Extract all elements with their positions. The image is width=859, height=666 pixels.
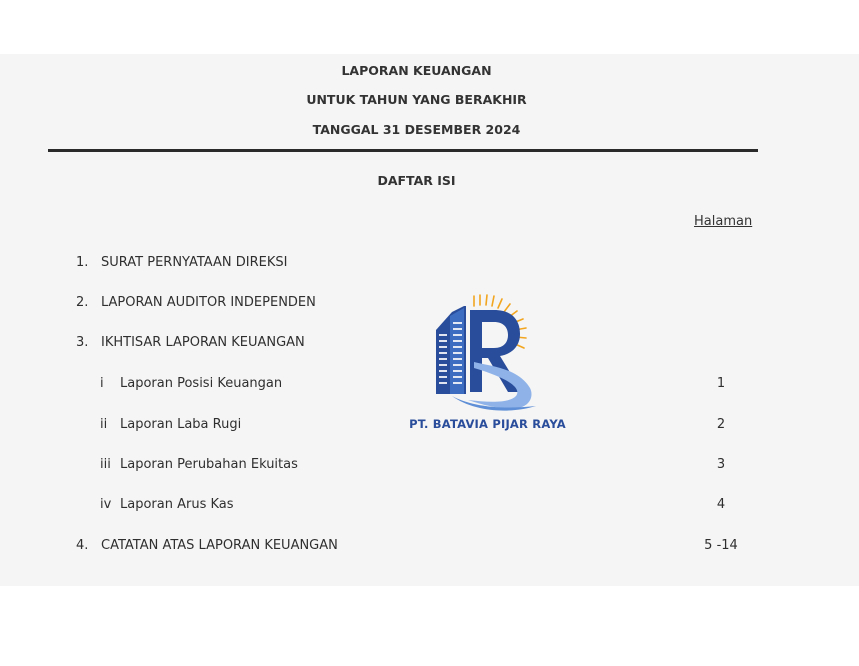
toc-label: Laporan Laba Rugi: [120, 417, 242, 432]
report-date: TANGGAL 31 DESEMBER 2024: [312, 122, 521, 137]
company-logo-icon: [430, 292, 542, 414]
toc-page: 3: [716, 457, 726, 472]
toc-number: iv: [100, 497, 112, 512]
toc-title: DAFTAR ISI: [377, 173, 456, 188]
header-divider: [48, 149, 758, 152]
toc-page: 5 -14: [704, 538, 738, 553]
page-column-header: Halaman: [694, 214, 753, 229]
toc-page: 4: [716, 497, 726, 512]
toc-number: 2.: [76, 295, 89, 310]
toc-number: 4.: [76, 538, 89, 553]
toc-number: ii: [100, 417, 108, 432]
toc-label: LAPORAN AUDITOR INDEPENDEN: [101, 295, 316, 310]
company-name: PT. BATAVIA PIJAR RAYA: [409, 417, 566, 431]
toc-label: Laporan Arus Kas: [120, 497, 234, 512]
toc-number: 1.: [76, 255, 89, 270]
toc-number: iii: [100, 457, 111, 472]
toc-label: Laporan Perubahan Ekuitas: [120, 457, 298, 472]
toc-label: IKHTISAR LAPORAN KEUANGAN: [101, 335, 305, 350]
toc-page: 2: [716, 417, 726, 432]
toc-label: CATATAN ATAS LAPORAN KEUANGAN: [101, 538, 338, 553]
toc-label: SURAT PERNYATAAN DIREKSI: [101, 255, 288, 270]
report-title: LAPORAN KEUANGAN: [341, 63, 492, 78]
toc-label: Laporan Posisi Keuangan: [120, 376, 283, 391]
report-subtitle: UNTUK TAHUN YANG BERAKHIR: [306, 92, 527, 107]
toc-page: 1: [716, 376, 726, 391]
toc-number: i: [100, 376, 104, 391]
toc-number: 3.: [76, 335, 89, 350]
